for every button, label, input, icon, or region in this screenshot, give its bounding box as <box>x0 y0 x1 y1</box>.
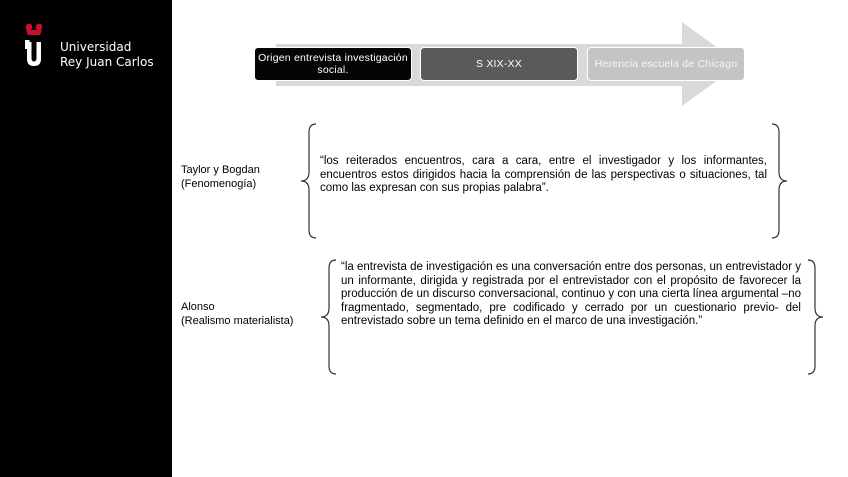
definition-quote-alonso: “la entrevista de investigación es una conversación entre dos personas, un entrevistador y un informante, dirigida y registrada por el entrevistador con el propósito de favorecer la producción de un discurso conversacional, continuo y con una cierta línea argumental –no fragmentado, segmentado, pre codificado y cerrado por un cuestionario previo- del entrevistado sobre un tema definido en el marco de una investigación.” <box>341 261 801 328</box>
right-brace-icon <box>768 122 790 240</box>
author-approach: (Fenomenogía) <box>181 178 257 190</box>
process-stage-chicago-label: Herencia escuela de Chicago <box>594 58 738 70</box>
process-stage-chicago <box>587 47 745 81</box>
process-stage-period <box>420 47 578 81</box>
author-name: Taylor y Bogdan <box>181 164 260 176</box>
right-brace-icon <box>804 258 826 376</box>
definition-quote-taylor-bogdan: “los reiterados encuentros, cara a cara, entre el investigador y los informantes, encuentros estos dirigidos hacia la comprensión de las perspectivas o situaciones, tal como las expresan con sus propias palabra”. <box>320 155 767 195</box>
left-brace-icon <box>298 122 320 240</box>
definition-author-alonso <box>181 300 293 328</box>
university-name-line2: Rey Juan Carlos <box>60 55 154 69</box>
process-stage-origin-label: Origen entrevista investigación social. <box>258 52 408 76</box>
process-stage-origin <box>254 47 412 81</box>
definition-author-taylor-bogdan <box>181 163 260 191</box>
author-name: Alonso <box>181 301 215 313</box>
left-brace-icon <box>318 258 340 376</box>
author-approach: (Realismo materialista) <box>181 315 294 327</box>
process-diagram <box>0 0 848 120</box>
process-stage-period-label: S XIX-XX <box>476 58 522 70</box>
university-name-line1: Universidad <box>60 40 132 54</box>
